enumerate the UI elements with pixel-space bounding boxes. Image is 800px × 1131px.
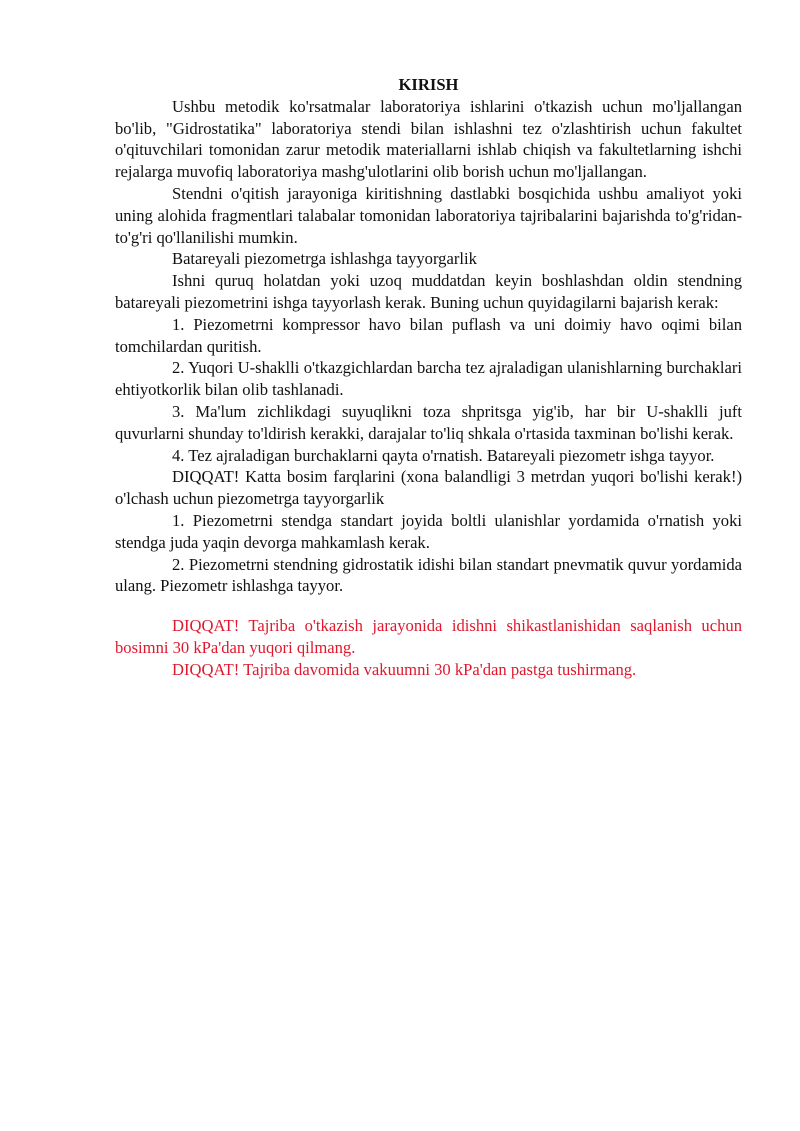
warning-vacuum: DIQQAT! Tajriba davomida vakuumni 30 kPa'dan pastga tushirmang. — [172, 659, 637, 679]
section-2-step-1: 1. Piezometrni stendga standart joyida boltli ulanishlar yordamida o'rnatish yoki stendga juda yaqin devorga mahkamlash kerak. — [115, 510, 742, 552]
section-1-step-4: 4. Tez ajraladigan burchaklarni qayta o'rnatish. Batareyali piezometr ishga tayyor. — [172, 445, 715, 465]
warning-pressure: DIQQAT! Tajriba o'tkazish jarayonida idishni shikastlanishidan saqlanish uchun bosimni 30 kPa'dan yuqori qilmang. — [115, 616, 742, 657]
section-1-intro: Ishni quruq holatdan yoki uzoq muddatdan keyin boshlashdan oldin stendning batareyali piezometrini ishga tayyorlash kerak. Buning uchun quyidagilarni bajarish kerak: — [115, 271, 742, 312]
intro-paragraph-2: Stendni o'qitish jarayoniga kiritishning dastlabki bosqichida ushbu amaliyot yoki uning alohida fragmentlari talabalar tomonidan laboratoriya tajribalarini bajarishda to'g'ridan-to'g'ri qo'llanilishi mumkin. — [115, 183, 742, 247]
document-title: KIRISH — [398, 75, 459, 94]
spacer — [115, 597, 742, 615]
section-2-step-2: 2. Piezometrni stendning gidrostatik idishi bilan standart pnevmatik quvur yordamida ulang. Piezometr ishlashga tayyor. — [115, 554, 742, 596]
section-2-heading: DIQQAT! Katta bosim farqlarini (xona balandligi 3 metrdan yuqori bo'lishi kerak!) o'lchash uchun piezometrga tayyorgarlik — [115, 467, 742, 509]
section-1-heading: Batareyali piezometrga ishlashga tayyorgarlik — [172, 249, 477, 269]
section-1-step-2: 2. Yuqori U-shaklli o'tkazgichlardan barcha tez ajraladigan ulanishlarning burchaklari ehtiyotkorlik bilan olib tashlanadi. — [115, 358, 742, 400]
section-1-step-1: 1. Piezometrni kompressor havo bilan puflash va uni doimiy havo oqimi bilan tomchilardan quritish. — [115, 314, 742, 356]
section-1-step-3: 3. Ma'lum zichlikdagi suyuqlikni toza shpritsga yig'ib, har bir U-shaklli juft quvurlarni shunday to'ldirish kerakki, darajalar to'liq shkala o'rtasida taxminan bo'lishi kerak. — [115, 401, 742, 443]
document-page — [115, 74, 742, 681]
intro-paragraph-1: Ushbu metodik ko'rsatmalar laboratoriya ishlarini o'tkazish uchun mo'ljallangan bo'lib, "Gidrostatika" laboratoriya stendi bilan ishlashni tez o'zlashtirish uchun fakultet o'qituvchilari tomonidan zarur metodik materiallarni ishlab chiqish va fakultetlarning ishchi rejalarga muvofiq laboratoriya mashg'ulotlarini olib borish uchun mo'ljallangan. — [115, 96, 742, 182]
